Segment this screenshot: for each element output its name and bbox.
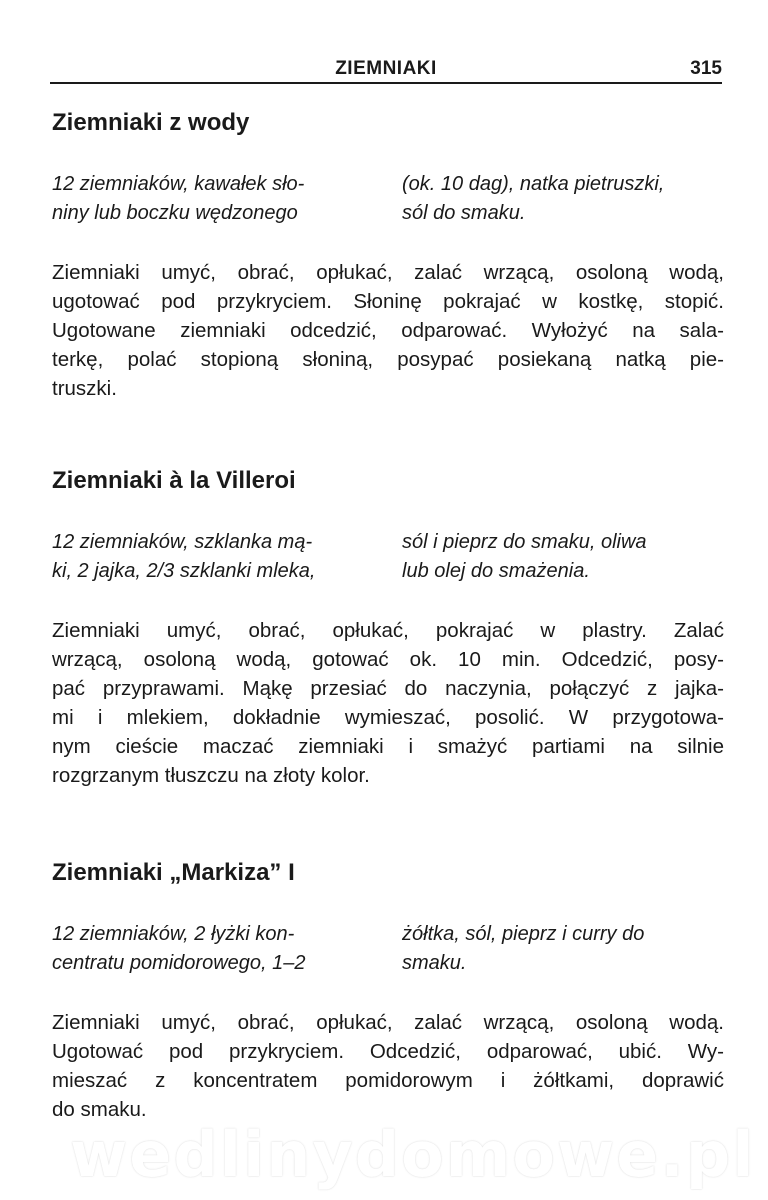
- directions-line: nym cieście maczać ziemniaki i smażyć partiami na silnie: [52, 735, 724, 758]
- recipe-ziemniaki-a-la-villeroi: [52, 466, 724, 790]
- directions: [52, 1008, 724, 1124]
- recipe-title: Ziemniaki à la Villeroi: [52, 467, 296, 494]
- recipe-ziemniaki-markiza: [52, 858, 724, 1124]
- directions-line: mi i mlekiem, dokładnie wymieszać, posolić. W przygotowa-: [52, 706, 724, 729]
- ingredients-left-column: [52, 528, 374, 586]
- running-title: ZIEMNIAKI: [335, 58, 437, 79]
- directions: [52, 258, 724, 403]
- ingredient-line: ki, 2 jajka, 2/3 szklanki mleka,: [52, 560, 316, 582]
- directions-line: Ziemniaki umyć, obrać, opłukać, pokrajać w plastry. Zalać: [52, 619, 724, 642]
- watermark: wedlinydomowe.pl: [70, 1118, 756, 1191]
- ingredient-line: 12 ziemniaków, szklanka mą-: [52, 531, 313, 553]
- ingredient-line: niny lub boczku wędzonego: [52, 202, 298, 224]
- ingredient-line: żółtka, sól, pieprz i curry do: [402, 923, 645, 945]
- ingredient-line: 12 ziemniaków, kawałek sło-: [52, 173, 305, 195]
- ingredients-right-column: [402, 528, 724, 586]
- directions-line: ugotować pod przykryciem. Słoninę pokrajać w kostkę, stopić.: [52, 290, 724, 313]
- recipe-ziemniaki-z-wody: [52, 108, 724, 403]
- running-head: [50, 56, 722, 84]
- directions-line: rozgrzanym tłuszczu na złoty kolor.: [52, 764, 370, 787]
- recipe-title: Ziemniaki „Markiza” I: [52, 859, 295, 886]
- ingredient-line: sól do smaku.: [402, 202, 526, 224]
- directions-line: wrzącą, osoloną wodą, gotować ok. 10 min. Odcedzić, posy-: [52, 648, 724, 671]
- ingredients: [52, 920, 724, 978]
- directions-line: Ziemniaki umyć, obrać, opłukać, zalać wrzącą, osoloną wodą.: [52, 1011, 724, 1034]
- ingredients-left-column: [52, 170, 374, 228]
- directions-line: Ziemniaki umyć, obrać, opłukać, zalać wrzącą, osoloną wodą,: [52, 261, 724, 284]
- ingredient-line: 12 ziemniaków, 2 łyżki kon-: [52, 923, 295, 945]
- ingredients: [52, 170, 724, 228]
- directions-line: Ugotowane ziemniaki odcedzić, odparować. Wyłożyć na sala-: [52, 319, 724, 342]
- directions-line: mieszać z koncentratem pomidorowym i żółtkami, doprawić: [52, 1069, 724, 1092]
- directions-line: terkę, polać stopioną słoniną, posypać posiekaną natką pie-: [52, 348, 724, 371]
- directions: [52, 616, 724, 790]
- directions-line: do smaku.: [52, 1098, 147, 1121]
- ingredients-right-column: [402, 920, 724, 978]
- directions-line: Ugotować pod przykryciem. Odcedzić, odparować, ubić. Wy-: [52, 1040, 724, 1063]
- ingredient-line: (ok. 10 dag), natka pietruszki,: [402, 173, 665, 195]
- ingredient-line: centratu pomidorowego, 1–2: [52, 952, 306, 974]
- ingredient-line: smaku.: [402, 952, 467, 974]
- page-number: 315: [690, 58, 722, 79]
- directions-line: pać przyprawami. Mąkę przesiać do naczynia, połączyć z jajka-: [52, 677, 724, 700]
- ingredients: [52, 528, 724, 586]
- ingredients-left-column: [52, 920, 374, 978]
- ingredient-line: lub olej do smażenia.: [402, 560, 590, 582]
- ingredients-right-column: [402, 170, 724, 228]
- directions-line: truszki.: [52, 377, 117, 400]
- recipe-title: Ziemniaki z wody: [52, 109, 250, 136]
- ingredient-line: sól i pieprz do smaku, oliwa: [402, 531, 647, 553]
